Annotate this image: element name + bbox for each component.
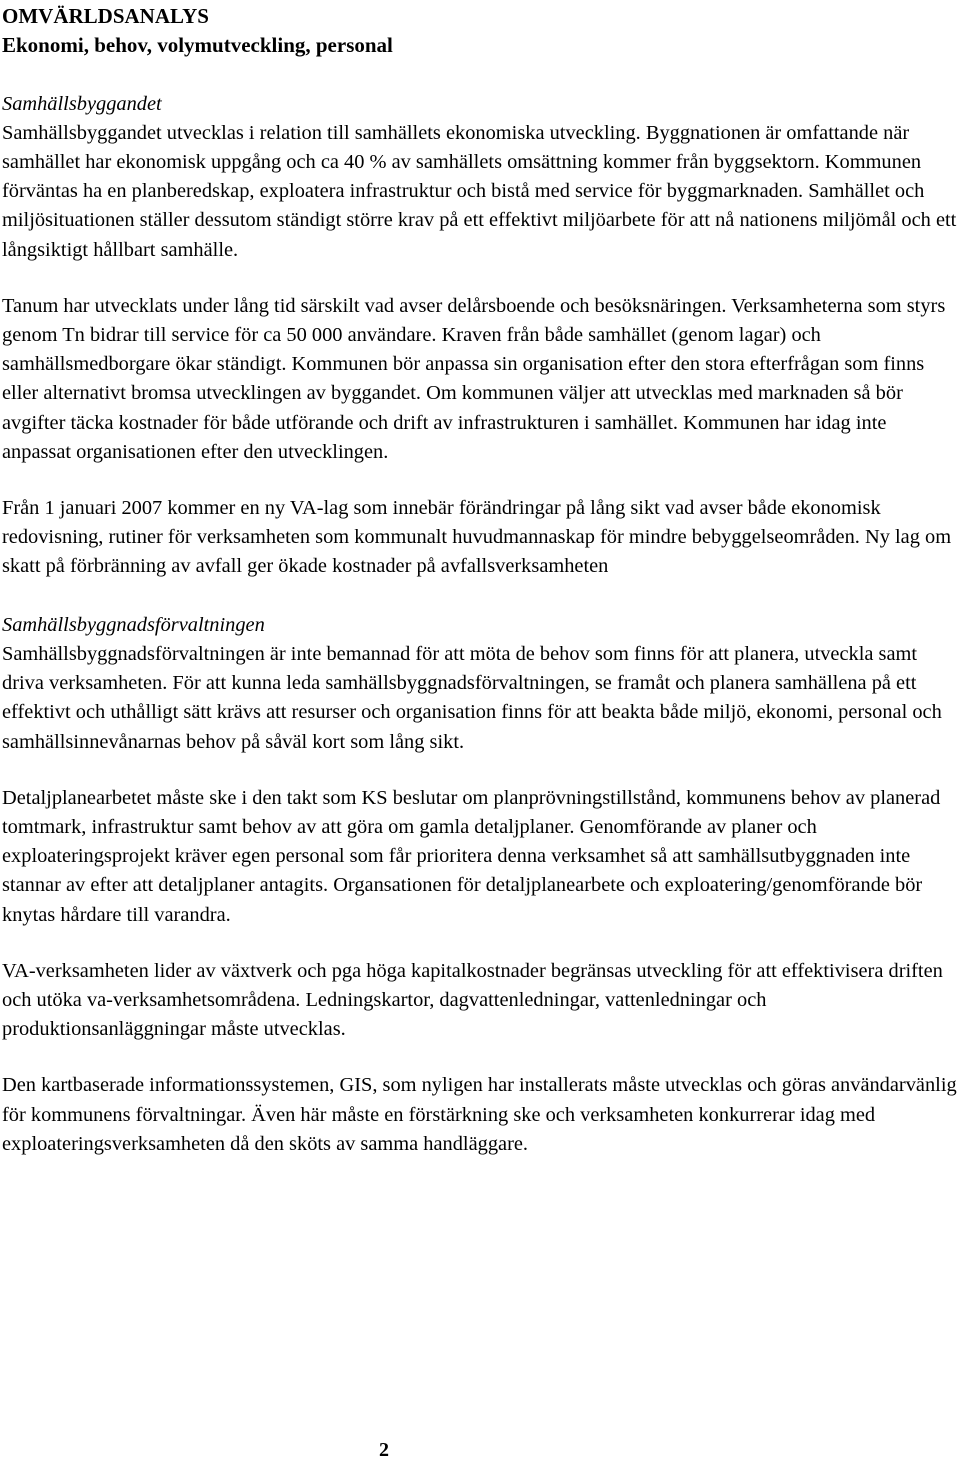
- section-heading-samhallsbyggandet: Samhällsbyggandet: [2, 92, 162, 115]
- document-title: OMVÄRLDSANALYS: [2, 4, 209, 28]
- section-heading-samhallsbyggnadsforvaltningen: Samhällsbyggnadsförvaltningen: [2, 613, 265, 636]
- paragraph: Samhällsbyggandet utvecklas i relation till samhällets ekonomiska utveckling. Byggnationen är omfattande när samhället har ekonomisk uppgång och ca 40 % av samhällets omsättning kommer från byggsektorn. Kommunen förväntas ha en planberedskap, exploatera infrastruktur och bistå med service för byggmarknaden. Samhället och miljösituationen ställer dessutom ständigt större krav på ett effektivt miljöarbete för att nå nationens miljömål och ett långsiktigt hållbart samhälle.: [2, 121, 957, 261]
- document-body: [2, 2, 958, 1159]
- page-number: 2: [379, 1439, 389, 1461]
- document-subtitle: Ekonomi, behov, volymutveckling, personal: [2, 33, 393, 58]
- paragraph: Detaljplanearbetet måste ske i den takt som KS beslutar om planprövningstillstånd, kommunens behov av planerad tomtmark, infrastruktur samt behov av att göra om gamla detaljplaner. Genomförande av planer och exploateringsprojekt kräver egen personal som får prioritera denna verksamhet så att samhällsutbyggnaden inte stannar av efter att detaljplaner antagits. Organsationen för detaljplanearbete och exploatering/genomförande bör knytas hårdare till varandra.: [2, 786, 941, 926]
- paragraph: Från 1 januari 2007 kommer en ny VA-lag som innebär förändringar på lång sikt vad avser både ekonomisk redovisning, rutiner för verksamheten som kommunalt huvudmannaskap för mindre bebyggelseområden. Ny lag om skatt på förbränning av avfall ger ökade kostnader på avfallsverksamheten: [2, 497, 952, 578]
- paragraph: Samhällsbyggnadsförvaltningen är inte bemannad för att möta de behov som finns för att planera, utveckla samt driva verksamheten. För att kunna leda samhällsbyggnadsförvaltningen, se framåt och planera samhällena på ett effektivt och uthålligt sätt krävs att resurser och organisation finns för att beakta både miljö, ekonomi, personal och samhällsinnevånarnas behov på såväl kort som lång sikt.: [2, 643, 942, 753]
- paragraph: Den kartbaserade informationssystemen, GIS, som nyligen har installerats måste utvecklas och göras användarvänlig för kommunens förvaltningar. Även här måste en förstärkning ske och verksamheten konkurrerar idag med exploateringsverksamheten då den sköts av samma handläggare.: [2, 1074, 957, 1155]
- paragraph: Tanum har utvecklats under lång tid särskilt vad avser delårsboende och besöksnäringen. Verksamheterna som styrs genom Tn bidrar till service för ca 50 000 användare. Kraven från både samhället (genom lagar) och samhällsmedborgare ökar ständigt. Kommunen bör anpassa sin organisation efter den stora efterfrågan som finns eller alternativt bromsa utvecklingen av byggandet. Om kommunen väljer att utvecklas med marknaden så bör avgifter täcka kostnader för både utförande och drift av infrastrukturen i samhället. Kommunen har idag inte anpassat organisationen efter den utvecklingen.: [2, 294, 946, 463]
- paragraph: VA-verksamheten lider av växtverk och pga höga kapitalkostnader begränsas utveckling för att effektivisera driften och utöka va-verksamhetsområdena. Ledningskartor, dagvattenledningar, vattenledningar och produktionsanläggningar måste utvecklas.: [2, 959, 943, 1041]
